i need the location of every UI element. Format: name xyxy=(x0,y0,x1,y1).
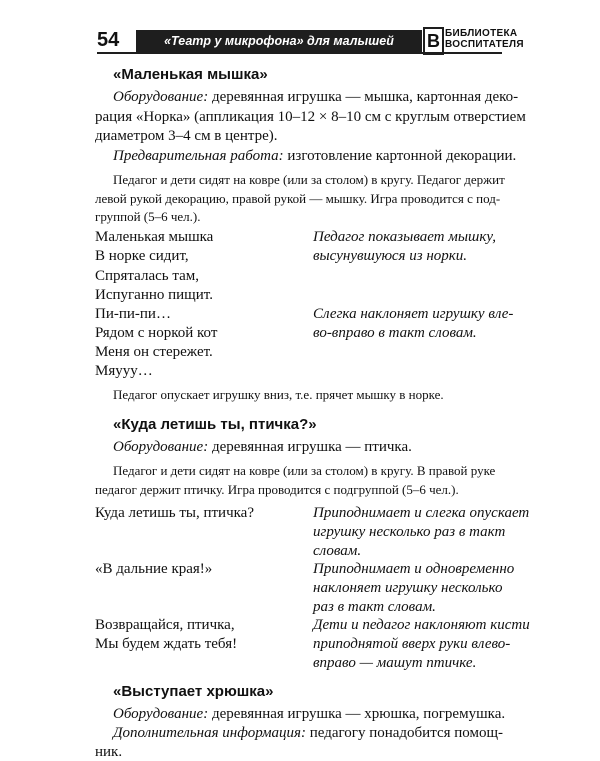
action-line: наклоняет игрушку несколько xyxy=(313,580,503,596)
equipment-line: рация «Норка» (аппликация 10–12 × 8–10 см с круглым отверстием xyxy=(95,109,526,125)
running-title: «Театр у микрофона» для малышей xyxy=(136,30,422,52)
series-name-line: ВОСПИТАТЕЛЯ xyxy=(445,39,524,50)
section-title: «Выступает хрюшка» xyxy=(113,683,274,700)
setup-line: Педагог и дети сидят на ковре (или за столом) в кругу. В правой руке xyxy=(113,463,496,478)
setup-line: группой (5–6 чел.). xyxy=(95,209,201,224)
section-title: «Маленькая мышка» xyxy=(113,66,268,83)
page-number: 54 xyxy=(97,29,120,51)
verse-line: Маленькая мышка xyxy=(95,229,214,245)
series-name-line: БИБЛИОТЕКА xyxy=(445,28,518,39)
verse-line: «В дальние края!» xyxy=(95,561,213,577)
action-line: приподнятой вверх руки влево- xyxy=(313,636,511,652)
info-text: педагогу понадобится помощ- xyxy=(306,725,504,741)
prep-line xyxy=(113,148,516,165)
equipment-text: деревянная игрушка — птичка. xyxy=(208,439,412,455)
prep-text: изготовление картонной декорации. xyxy=(283,148,517,164)
verse-line: Пи-пи-пи… xyxy=(95,306,171,322)
info-label: Дополнительная информация: xyxy=(113,725,306,741)
equipment-line: диаметром 3–4 см в центре). xyxy=(95,128,278,144)
section-title: «Куда летишь ты, птичка?» xyxy=(113,416,317,433)
equipment-line xyxy=(113,706,505,723)
verse-line: Мы будем ждать тебя! xyxy=(95,636,238,652)
action-line: Приподнимает и одновременно xyxy=(313,561,515,577)
equipment-label: Оборудование: xyxy=(113,706,209,722)
setup-line: педагог держит птичку. Игра проводится с подгруппой (5–6 чел.). xyxy=(95,482,459,497)
verse-line: Рядом с норкой кот xyxy=(95,325,218,341)
series-name xyxy=(445,28,524,50)
verse-line: Возвращайся, птичка, xyxy=(95,617,235,633)
verse-line: В норке сидит, xyxy=(95,248,189,264)
action-line: Педагог показывает мышку, xyxy=(313,229,496,245)
action-line: вправо — машут птичке. xyxy=(313,655,477,671)
action-line: игрушку несколько раз в такт xyxy=(313,524,506,540)
info-line xyxy=(113,725,503,742)
verse-line: Мяууу… xyxy=(95,363,153,379)
closing-line: Педагог опускает игрушку вниз, т.е. прячет мышку в норке. xyxy=(113,387,444,402)
equipment-label: Оборудование: xyxy=(113,89,209,105)
header-rule xyxy=(97,52,502,54)
series-logo: В xyxy=(423,27,444,55)
action-line: Дети и педагог наклоняют кисти xyxy=(313,617,530,633)
setup-line: Педагог и дети сидят на ковре (или за столом) в кругу. Педагог держит xyxy=(113,172,505,187)
equipment-text: деревянная игрушка — хрюшка, погремушка. xyxy=(208,706,506,722)
prep-label: Предварительная работа: xyxy=(113,148,284,164)
action-line: во-вправо в такт словам. xyxy=(313,325,477,341)
action-line: высунувшуюся из норки. xyxy=(313,248,468,264)
setup-line: левой рукой декорацию, правой рукой — мышку. Игра проводится с под- xyxy=(95,191,501,206)
action-line: словам. xyxy=(313,543,362,559)
action-line: Приподнимает и слегка опускает xyxy=(313,505,530,521)
verse-line: Куда летишь ты, птичка? xyxy=(95,505,255,521)
action-line: раз в такт словам. xyxy=(313,599,436,615)
info-line: ник. xyxy=(95,744,123,760)
verse-line: Испуганно пищит. xyxy=(95,287,213,303)
equipment-line xyxy=(113,89,518,106)
verse-line: Спряталась там, xyxy=(95,268,199,284)
verse-line: Меня он стережет. xyxy=(95,344,213,360)
equipment-label: Оборудование: xyxy=(113,439,209,455)
equipment-line xyxy=(113,439,412,456)
equipment-text: деревянная игрушка — мышка, картонная деко- xyxy=(208,89,519,105)
action-line: Слегка наклоняет игрушку вле- xyxy=(313,306,514,322)
